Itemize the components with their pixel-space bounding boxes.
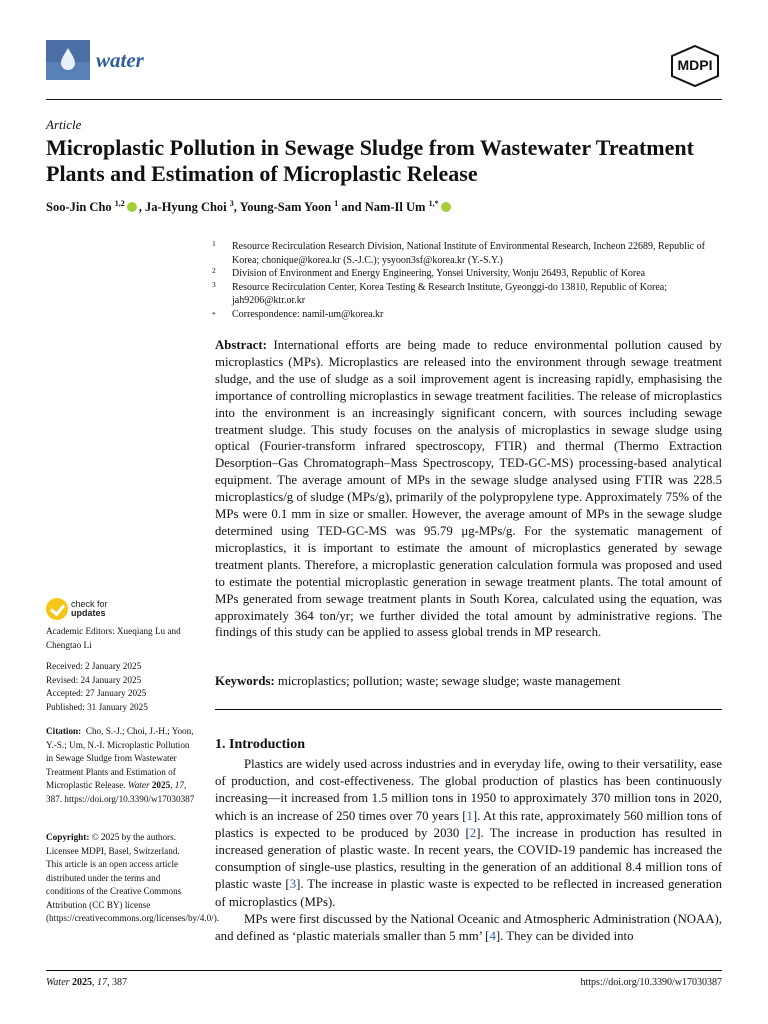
author-affil: 3 xyxy=(229,199,234,208)
orcid-icon[interactable] xyxy=(127,202,137,212)
footer-doi[interactable]: https://doi.org/10.3390/w17030387 xyxy=(580,977,722,988)
author-name[interactable]: Soo-Jin Cho xyxy=(46,200,112,215)
copyright-block xyxy=(46,831,220,926)
citation-link[interactable]: 3 xyxy=(289,877,297,892)
keywords-label: Keywords: xyxy=(215,674,275,688)
updates-text: updates xyxy=(71,608,106,618)
abstract xyxy=(215,337,722,641)
author-affil: 1,2 xyxy=(114,199,125,208)
citation-doi[interactable]: 387. https://doi.org/10.3390/w17030387 xyxy=(46,793,195,804)
section-divider xyxy=(215,709,722,710)
citation-link[interactable]: 1 xyxy=(466,808,473,823)
academic-editors: Academic Editors: Xueqiang Lu and Chengtao Li xyxy=(46,626,181,650)
citation-label: Citation: xyxy=(46,726,82,736)
abstract-label: Abstract: xyxy=(215,338,267,352)
citation-link[interactable]: 4 xyxy=(489,929,496,944)
check-text: check for xyxy=(71,599,108,609)
article-title: Microplastic Pollution in Sewage Sludge from Wastewater Treatment Plants and Estimation of Microplastic Release xyxy=(46,135,694,186)
journal-logo xyxy=(46,40,90,80)
affiliation-item xyxy=(212,240,724,267)
affiliation-text: Resource Recirculation Research Division, National Institute of Environmental Research, Incheon 22689, Republic of Korea; chonique@korea.kr (S.-J.C.); ysyoon3sf@korea.kr (Y.-S.Y.) xyxy=(232,241,705,266)
citation-journal: Water xyxy=(127,780,150,790)
dates xyxy=(46,660,196,714)
footer-journal: Water xyxy=(46,977,70,988)
affiliation-number: 1 xyxy=(212,239,216,248)
orcid-icon[interactable] xyxy=(441,202,451,212)
copyright-label: Copyright: xyxy=(46,832,90,842)
revised-date: Revised: 24 January 2025 xyxy=(46,674,142,685)
paragraph: Plastics are widely used across industries and in everyday life, owing to their versatility, ease of production, and cost-effectiveness. The global production of plastics has been continuously increasing—it increased from 1.5 million tons in 1950 to approximately 370 million tons in 2020, which is an increase of 250 times over 70 years [1]. At this rate, approximately 560 million tons of plastics is expected to be produced by 2030 [2]. The increase in production has resulted in increased generation of plastic waste. In recent years, the COVID-19 pandemic has increased the consumption of single-use plastics, resulting in the generation of an additional 8.4 million tons of plastic waste [3]. The increase in plastic waste is expected to be reflected in increased generation of microplastics (MPs). xyxy=(215,757,723,909)
article-type: Article xyxy=(46,117,82,132)
affiliation-text[interactable]: Correspondence: namil-um@korea.kr xyxy=(232,308,384,320)
author-name[interactable]: Ja-Hyung Choi xyxy=(145,200,227,215)
header-divider xyxy=(46,99,722,100)
author-affil: 1,* xyxy=(428,199,439,208)
affiliations xyxy=(212,240,724,321)
affiliation-text: Division of Environment and Energy Engineering, Yonsei University, Wonju 26493, Republic of Korea xyxy=(232,268,646,279)
author-name[interactable]: Nam-Il Um xyxy=(364,200,426,215)
check-icon xyxy=(46,598,68,620)
affiliation-item xyxy=(212,281,724,308)
keywords-text: microplastics; pollution; waste; sewage sludge; waste management xyxy=(277,674,621,688)
affiliation-number: 2 xyxy=(212,266,216,275)
published-date: Published: 31 January 2025 xyxy=(46,701,148,712)
journal-name[interactable]: water xyxy=(96,48,144,72)
accepted-date: Accepted: 27 January 2025 xyxy=(46,688,147,698)
abstract-text: International efforts are being made to reduce environmental pollution caused by microplastics (MPs). Microplastics are released into the environment through sewage treatment sludge, and the use of sludge as a soil improvement agent is increasing rapidly, emphasising the importance of controlling microplastics in sewage treatment facilities. The release of microplastics into the environment is an increasingly significant concern, with sources including sewage treatment sludge. This study focuses on the analysis of microplastics in sewage sludge using optical (Fourier-transform infrared spectroscopy, FTIR) and thermal (Thermo Extraction Desorption–Gas Chromatograph–Mass Spectroscopy, TED-GC-MS) processing-based analytical equipment. The average amount of MPs in the sewage sludge analysed using FTIR was 228.5 microplastics/g of sludge (MPs/g), primarily of the polypropylene type. Approximately 75% of the MPs were 0.1 mm in size or smaller. However, the average amount of MPs in the sewage sludge determined using TED-GC-MS was 95.79 μg-MPs/g. For the systematic management of microplastics, it is important to estimate the amount of microplastics generated by sewage treatment plants. Therefore, a microplastic generation calculation formula was proposed and used to estimate the potential microplastic generation in sewage treatment plants. The total amount of MPs generated from sewage treatment plants in South Korea, calculated using the equation, was approximately 364 ton/yr; we further divided the total amount by administrative regions. The findings of this study can be applied to assess global trends in MP research. xyxy=(215,338,722,640)
paragraph: MPs were first discussed by the National Oceanic and Atmospheric Administration (NOAA), and defined as ‘plastic materials smaller than 5 mm’ [4]. They can be divided into xyxy=(215,911,722,944)
citation-block: Citation: Cho, S.-J.; Choi, J.-H.; Yoon, Y.-S.; Um, N.-I. Microplastic Pollution in Sewage Sludge from Wastewater Treatment Plants and Estimation of Microplastic Release. Water 2025, 17, 387. https://doi.org/10.3390/w17030387 xyxy=(46,726,195,804)
mdpi-logo[interactable] xyxy=(668,44,722,88)
author-list: Soo-Jin Cho $^{1,2}$ , Ja-Hyung Choi $^3$, Young-Sam Yoon $^1$ and Nam-Il Um $^{1,*}$ xyxy=(46,199,453,215)
footer-citation: Water 2025, 17, 387 xyxy=(46,977,128,988)
intro-body xyxy=(215,756,722,945)
keywords xyxy=(215,673,722,690)
author-affil: 1 xyxy=(334,199,339,208)
footer-page: 387 xyxy=(112,977,128,988)
footer-year: 2025 xyxy=(72,977,93,988)
footer-volume: 17 xyxy=(97,977,108,988)
citation-volume: 17 xyxy=(174,780,184,790)
author-name[interactable]: Young-Sam Yoon xyxy=(239,200,332,215)
section-heading: 1. Introduction xyxy=(215,737,305,752)
check-for-updates-badge[interactable] xyxy=(46,598,126,620)
publisher-name: MDPI xyxy=(677,57,713,73)
affiliation-text: Resource Recirculation Center, Korea Testing & Research Institute, Gyeonggi-do 13810, Republic of Korea; jah9206@ktr.or.kr xyxy=(232,281,667,306)
water-drop-icon xyxy=(46,40,90,80)
citation-year: 2025 xyxy=(151,780,171,790)
copyright-text: © 2025 by the authors. Licensee MDPI, Basel, Switzerland. This article is an open access article distributed under the terms and conditions of the Creative Commons Attribution (CC BY) license (https://creativecommons.org/licenses/by/4.0/). xyxy=(46,832,220,923)
affiliation-item xyxy=(212,267,724,281)
footer-divider xyxy=(46,970,722,971)
affiliation-number: 3 xyxy=(212,279,216,289)
citation-link[interactable]: 2 xyxy=(469,825,477,840)
received-date: Received: 2 January 2025 xyxy=(46,661,142,671)
correspondence xyxy=(212,308,724,322)
citation-text: Cho, S.-J.; Choi, J.-H.; Yoon, Y.-S.; Um, N.-I. Microplastic Pollution in Sewage Sludge from Wastewater Treatment Plants and Estimation of Microplastic Release. xyxy=(46,726,194,790)
affiliation-number: * xyxy=(212,309,216,319)
